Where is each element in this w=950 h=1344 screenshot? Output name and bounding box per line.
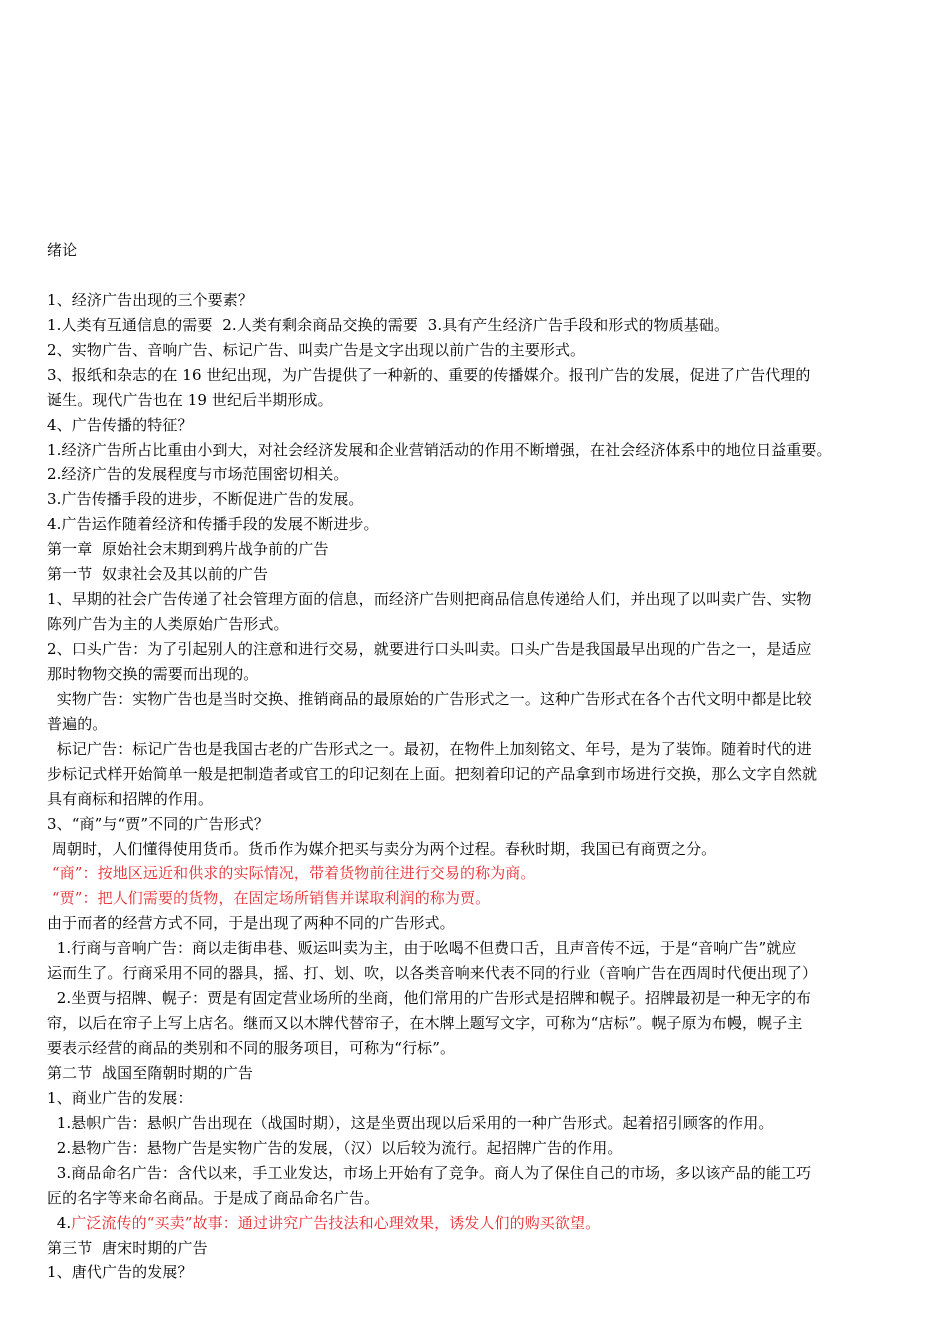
text-line-content: 普遍的。 [47, 714, 108, 733]
text-line-content: 3、报纸和杂志的在 16 世纪出现，为广告提供了一种新的、重要的传播媒介。报刊广告的发展，促进了广告代理的 [47, 365, 811, 384]
text-line-content: 匠的名字等来命名商品。于是成了商品命名广告。 [47, 1188, 380, 1207]
text-line [47, 861, 917, 886]
text-line [47, 712, 917, 737]
text-line-content: 要表示经营的商品的类别和不同的服务项目，可称为“行标”。 [47, 1039, 456, 1057]
text-line [47, 1061, 917, 1086]
text-line-content: 3、“商”与“贾”不同的广告形式？ [47, 814, 269, 833]
text-line [47, 1111, 917, 1136]
text-line-content: 1.经济广告所占比重由小到大，对社会经济发展和企业营销活动的作用不断增强，在社会经济体系中的地位日益重要。 [47, 440, 832, 459]
text-line-content: 帘，以后在帘子上写上店名。继而又以木牌代替帘子，在木牌上题写文字，可称为“店标”。幌子原为布幔，幌子主 [47, 1014, 803, 1033]
document-title: 绪论 [47, 241, 78, 259]
text-line-content: 1.行商与音响广告：商以走街串巷、贩运叫卖为主，由于吆喝不但费口舌，且声音传不远，于是“音响广告”就应 [47, 939, 797, 958]
text-line-content: 第一章 原始社会末期到鸦片战争前的广告 [47, 540, 329, 559]
text-line [47, 911, 917, 936]
blank-line [47, 263, 917, 288]
text-line-content: 3.商品命名广告：含代以来，手工业发达，市场上开始有了竞争。商人为了保住自己的市场，多以该产品的能工巧 [47, 1163, 812, 1182]
text-line-content: 实物广告：实物广告也是当时交换、推销商品的最原始的广告形式之一。这种广告形式在各个古代文明中都是比较 [47, 689, 812, 708]
text-line [47, 313, 917, 338]
text-line [47, 288, 917, 313]
text-line-highlight: 广泛流传的“买卖”故事：通过讲究广告技法和心理效果，诱发人们的购买欲望。 [71, 1213, 601, 1232]
text-line [47, 637, 917, 662]
text-line-content: “商”：按地区远近和供求的实际情况，带着货物前往进行交易的称为商。 [47, 864, 536, 883]
text-line-content: 第一节 奴隶社会及其以前的广告 [47, 565, 269, 584]
document-body [47, 238, 917, 1285]
text-line [47, 837, 917, 862]
text-line [47, 388, 917, 413]
text-line-content: 陈列广告为主的人类原始广告形式。 [47, 615, 289, 634]
text-line-content: 1、经济广告出现的三个要素？ [47, 290, 253, 309]
text-line-content: 具有商标和招牌的作用。 [47, 789, 214, 808]
text-line [47, 1161, 917, 1186]
text-line-content: 4.广告运作随着经济和传播手段的发展不断进步。 [47, 515, 379, 534]
text-line [47, 1086, 917, 1111]
text-line-content: 诞生。现代广告也在 19 世纪后半期形成。 [47, 390, 333, 409]
text-line [47, 886, 917, 911]
text-line [47, 1236, 917, 1261]
text-line-content: 3.广告传播手段的进步，不断促进广告的发展。 [47, 490, 364, 509]
text-line [47, 986, 917, 1011]
text-line [47, 1260, 917, 1285]
text-line-content: 第二节 战国至隋朝时期的广告 [47, 1063, 254, 1082]
text-line [47, 413, 917, 438]
text-line-content: 1.悬帜广告：悬帜广告出现在（战国时期），这是坐贾出现以后采用的一种广告形式。起着招引顾客的作用。 [47, 1113, 774, 1132]
text-line [47, 1136, 917, 1161]
text-line-content: 1.人类有互通信息的需要 2.人类有剩余商品交换的需要 3.具有产生经济广告手段和形式的物质基础。 [47, 315, 730, 334]
text-line-content: 那时物物交换的需要而出现的。 [47, 664, 259, 683]
text-line-content: 2、实物广告、音响广告、标记广告、叫卖广告是文字出现以前广告的主要形式。 [47, 340, 586, 359]
text-line [47, 487, 917, 512]
text-line [47, 512, 917, 537]
text-line [47, 587, 917, 612]
text-line [47, 961, 917, 986]
text-line [47, 363, 917, 388]
text-line [47, 812, 917, 837]
text-line [47, 462, 917, 487]
text-line-content: 2.坐贾与招牌、幌子：贾是有固定营业场所的坐商，他们常用的广告形式是招牌和幌子。招牌最初是一种无字的布 [47, 989, 812, 1008]
text-line-content: “贾”：把人们需要的货物，在固定场所销售并谋取利润的称为贾。 [47, 889, 491, 908]
text-line [47, 787, 917, 812]
text-line [47, 438, 917, 463]
text-line-content: 1、唐代广告的发展？ [47, 1263, 193, 1282]
text-line-content: 步标记式样开始简单一般是把制造者或官工的印记刻在上面。把刻着印记的产品拿到市场进行交换，那么文字自然就 [47, 764, 818, 783]
document-lines [47, 288, 917, 1286]
text-line [47, 1186, 917, 1211]
text-line-content: 周朝时，人们懂得使用货币。货币作为媒介把买与卖分为两个过程。春秋时期，我国已有商贾之分。 [47, 839, 717, 858]
text-line-content: 2、口头广告：为了引起别人的注意和进行交易，就要进行口头叫卖。口头广告是我国最早出现的广告之一，是适应 [47, 640, 812, 658]
text-line [47, 612, 917, 637]
text-line-content: 由于而者的经营方式不同，于是出现了两种不同的广告形式。 [47, 914, 455, 933]
text-line-content: 1、早期的社会广告传递了社会管理方面的信息，而经济广告则把商品信息传递给人们，并出现了以叫卖广告、实物 [47, 590, 812, 609]
text-line-content: 第三节 唐宋时期的广告 [47, 1238, 208, 1257]
text-line [47, 762, 917, 787]
text-line [47, 687, 917, 712]
text-line [47, 1011, 917, 1036]
text-line [47, 537, 917, 562]
text-line [47, 338, 917, 363]
text-line-content: 标记广告：标记广告也是我国古老的广告形式之一。最初，在物件上加刻铭文、年号，是为了装饰。随着时代的进 [47, 739, 812, 758]
text-line [47, 1036, 917, 1061]
text-line-content: 2.经济广告的发展程度与市场范围密切相关。 [47, 465, 349, 484]
text-line-content: 运而生了。行商采用不同的器具，摇、打、划、吹，以各类音响来代表不同的行业（音响广告在西周时代便出现了） [47, 964, 818, 983]
text-line-content: 1、商业广告的发展： [47, 1088, 193, 1107]
text-line [47, 737, 917, 762]
text-line-content: 4、广告传播的特征？ [47, 415, 193, 434]
text-line [47, 1211, 917, 1236]
text-line [47, 562, 917, 587]
text-line-content: 4. [47, 1213, 72, 1232]
text-line [47, 662, 917, 687]
text-line-content: 2.悬物广告：悬物广告是实物广告的发展，（汉）以后较为流行。起招牌广告的作用。 [47, 1138, 623, 1157]
text-line [47, 936, 917, 961]
